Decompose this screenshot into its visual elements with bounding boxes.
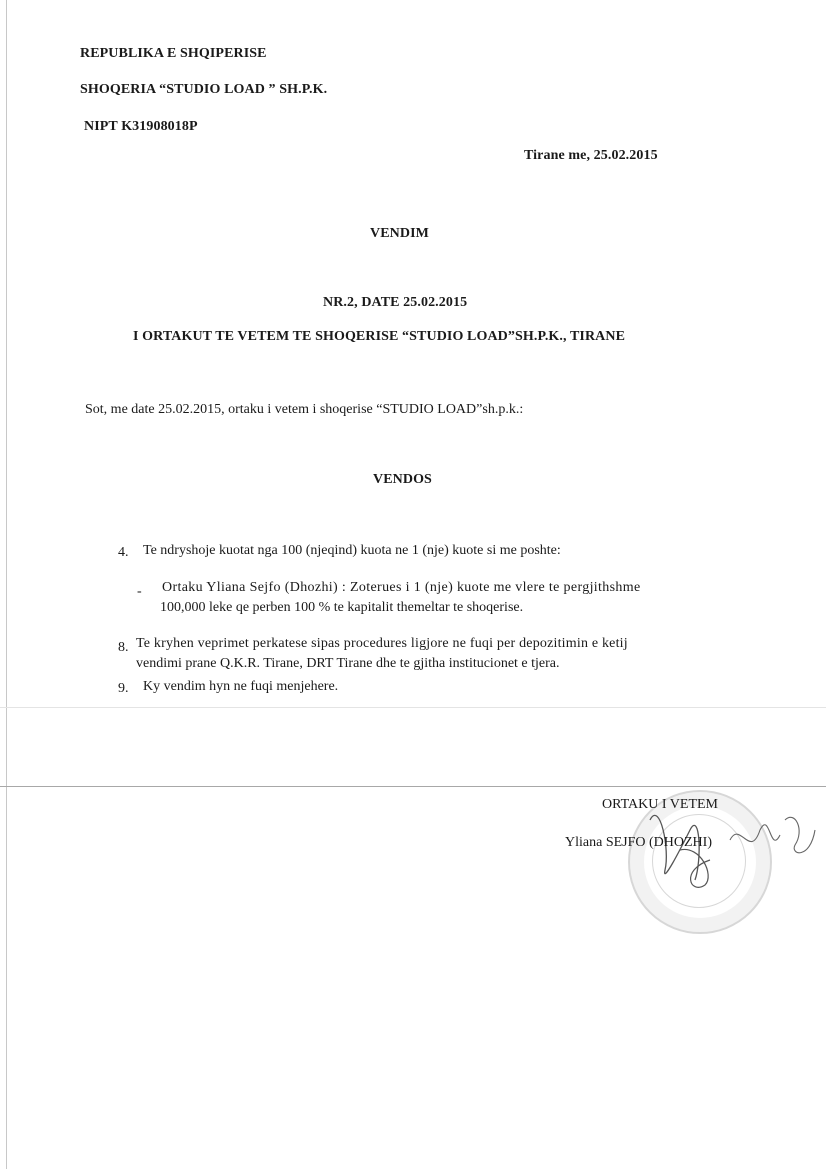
list-item-number: 4. bbox=[118, 545, 129, 560]
document-subtitle: I ORTAKUT TE VETEM TE SHOQERISE “STUDIO LOAD”SH.P.K., TIRANE bbox=[133, 329, 626, 344]
decides-heading: VENDOS bbox=[373, 472, 432, 487]
decision-number: NR.2, DATE 25.02.2015 bbox=[323, 295, 468, 310]
subitem-bullet: - bbox=[137, 584, 142, 599]
list-item-text: Ky vendim hyn ne fuqi menjehere. bbox=[143, 679, 339, 694]
scan-left-edge bbox=[6, 0, 7, 1169]
document-title: VENDIM bbox=[370, 226, 429, 241]
list-item-text-line-2: vendimi prane Q.K.R. Tirane, DRT Tirane dhe te gjitha institucionet e tjera. bbox=[136, 656, 560, 671]
header-company: SHOQERIA “STUDIO LOAD ” SH.P.K. bbox=[80, 82, 328, 97]
list-item-number: 9. bbox=[118, 681, 129, 696]
list-item-number: 8. bbox=[118, 640, 129, 655]
scan-fold-line bbox=[0, 786, 826, 787]
place-date: Tirane me, 25.02.2015 bbox=[524, 148, 658, 163]
scan-divider-line bbox=[0, 707, 826, 708]
list-item-text-line-1: Te kryhen veprimet perkatese sipas procedures ligjore ne fuqi per depozitimin e ketij bbox=[136, 636, 628, 651]
subitem-line-2: 100,000 leke qe perben 100 % te kapitalit themeltar te shoqerise. bbox=[160, 600, 524, 615]
header-nipt: NIPT K31908018P bbox=[84, 119, 198, 134]
intro-paragraph: Sot, me date 25.02.2015, ortaku i vetem i shoqerise “STUDIO LOAD”sh.p.k.: bbox=[85, 402, 524, 417]
list-item-text: Te ndryshoje kuotat nga 100 (njeqind) kuota ne 1 (nje) kuote si me poshte: bbox=[143, 543, 561, 558]
header-republic: REPUBLIKA E SHQIPERISE bbox=[80, 46, 267, 61]
signatory-role: ORTAKU I VETEM bbox=[602, 797, 718, 812]
signatory-name: Yliana SEJFO (DHOZHI) bbox=[565, 835, 712, 850]
subitem-line-1: Ortaku Yliana Sejfo (Dhozhi) : Zoterues i 1 (nje) kuote me vlere te pergjithshme bbox=[162, 580, 641, 595]
